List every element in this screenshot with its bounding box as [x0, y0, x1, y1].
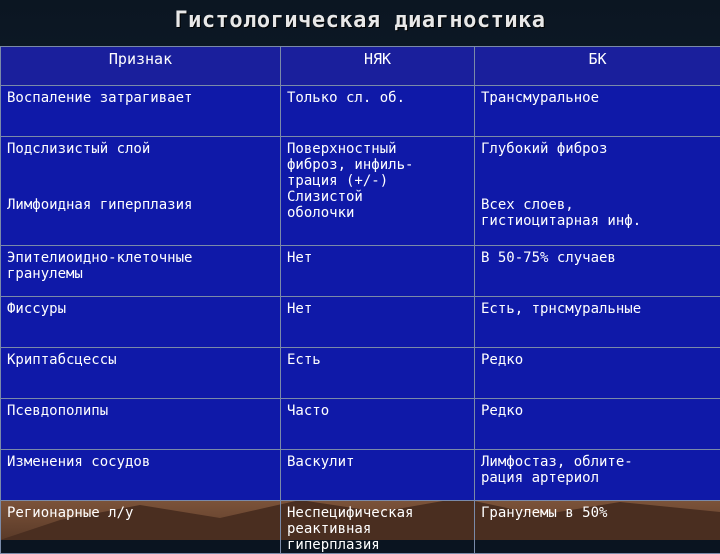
feature-cell: Изменения сосудов [1, 450, 281, 501]
feature-cell: Воспаление затрагивает [1, 86, 281, 137]
feature-cell: Регионарные л/у [1, 501, 281, 554]
bk-cell: Трансмуральное [475, 86, 720, 137]
histology-table [0, 46, 720, 554]
nyak-cell: Есть [281, 348, 475, 399]
feature-cell: Криптабсцессы [1, 348, 281, 399]
header-feature: Признак [1, 47, 281, 86]
table-row [1, 399, 720, 450]
bk-cell: Гранулемы в 50% [475, 501, 720, 554]
nyak-cell: Только сл. об. [281, 86, 475, 137]
nyak-cell: Нет [281, 246, 475, 297]
feature-cell: Фиссуры [1, 297, 281, 348]
bk-cell [475, 137, 720, 246]
header-bk: БК [475, 47, 720, 86]
table-row [1, 137, 720, 246]
header-nyak: НЯК [281, 47, 475, 86]
bk-cell: Редко [475, 399, 720, 450]
table-row [1, 246, 720, 297]
nyak-cell: Поверхностный фиброз, инфиль- трация (+/-) Слизистой оболочки [281, 137, 475, 246]
table-row [1, 501, 720, 554]
bk-lymphoid: Всех слоев, гистиоцитарная инф. [481, 197, 641, 229]
table-header-row [1, 47, 720, 86]
page-title: Гистологическая диагностика [0, 8, 720, 33]
feature-cell [1, 137, 281, 246]
nyak-cell: Часто [281, 399, 475, 450]
table-row [1, 348, 720, 399]
feature-lymphoid: Лимфоидная гиперплазия [7, 197, 192, 213]
bk-cell: Лимфостаз, облите- рация артериол [475, 450, 720, 501]
feature-cell: Псевдополипы [1, 399, 281, 450]
feature-submucosa: Подслизистый слой [7, 141, 150, 157]
nyak-cell: Васкулит [281, 450, 475, 501]
bk-cell: Редко [475, 348, 720, 399]
bk-submucosa: Глубокий фиброз [481, 141, 607, 157]
table-row [1, 86, 720, 137]
nyak-cell: Нет [281, 297, 475, 348]
bk-cell: В 50-75% случаев [475, 246, 720, 297]
feature-cell: Эпителиоидно-клеточные гранулемы [1, 246, 281, 297]
bk-cell: Есть, трнсмуральные [475, 297, 720, 348]
table-row [1, 297, 720, 348]
table-row [1, 450, 720, 501]
nyak-cell: Неспецифическая реактивная гиперплазия [281, 501, 475, 554]
